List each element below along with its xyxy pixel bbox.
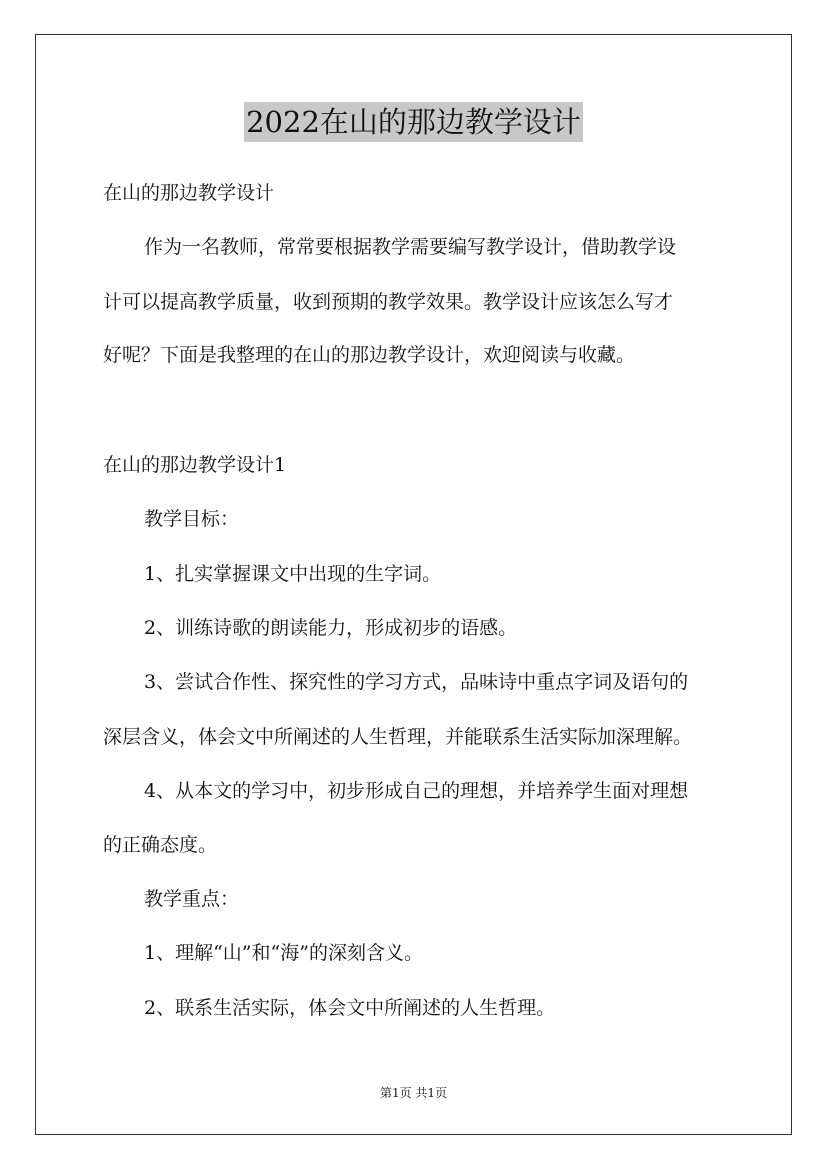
document-title: 2022在山的那边教学设计 [244, 102, 583, 142]
intro-line-2: 计可以提高教学质量，收到预期的教学效果。教学设计应该怎么写才 [103, 291, 674, 313]
key-point-1: 1、理解“山”和“海”的深刻含义。 [144, 942, 423, 964]
section-heading: 在山的那边教学设计1 [103, 454, 287, 476]
objective-3-line-2: 深层含义，体会文中所阐述的人生哲理，并能联系生活实际加深理解。 [103, 726, 693, 748]
intro-line-1: 作为一名教师，常常要根据教学需要编写教学设计，借助教学设 [144, 236, 677, 258]
title-container [0, 102, 827, 142]
page-footer: 第1页 共1页 [379, 1086, 448, 1100]
subtitle-line: 在山的那边教学设计 [103, 182, 275, 204]
key-points-heading: 教学重点： [144, 888, 240, 910]
objective-2: 2、训练诗歌的朗读能力，形成初步的语感。 [144, 617, 518, 639]
objective-4-line-1: 4、从本文的学习中，初步形成自己的理想，并培养学生面对理想 [144, 780, 689, 802]
objectives-heading: 教学目标： [144, 508, 240, 530]
objective-3-line-1: 3、尝试合作性、探究性的学习方式，品味诗中重点字词及语句的 [144, 671, 689, 693]
key-point-2: 2、联系生活实际，体会文中所阐述的人生哲理。 [144, 997, 556, 1019]
objective-4-line-2: 的正确态度。 [103, 834, 218, 856]
intro-line-3: 好呢？下面是我整理的在山的那边教学设计，欢迎阅读与收藏。 [103, 344, 636, 366]
objective-1: 1、扎实掌握课文中出现的生字词。 [144, 563, 442, 585]
